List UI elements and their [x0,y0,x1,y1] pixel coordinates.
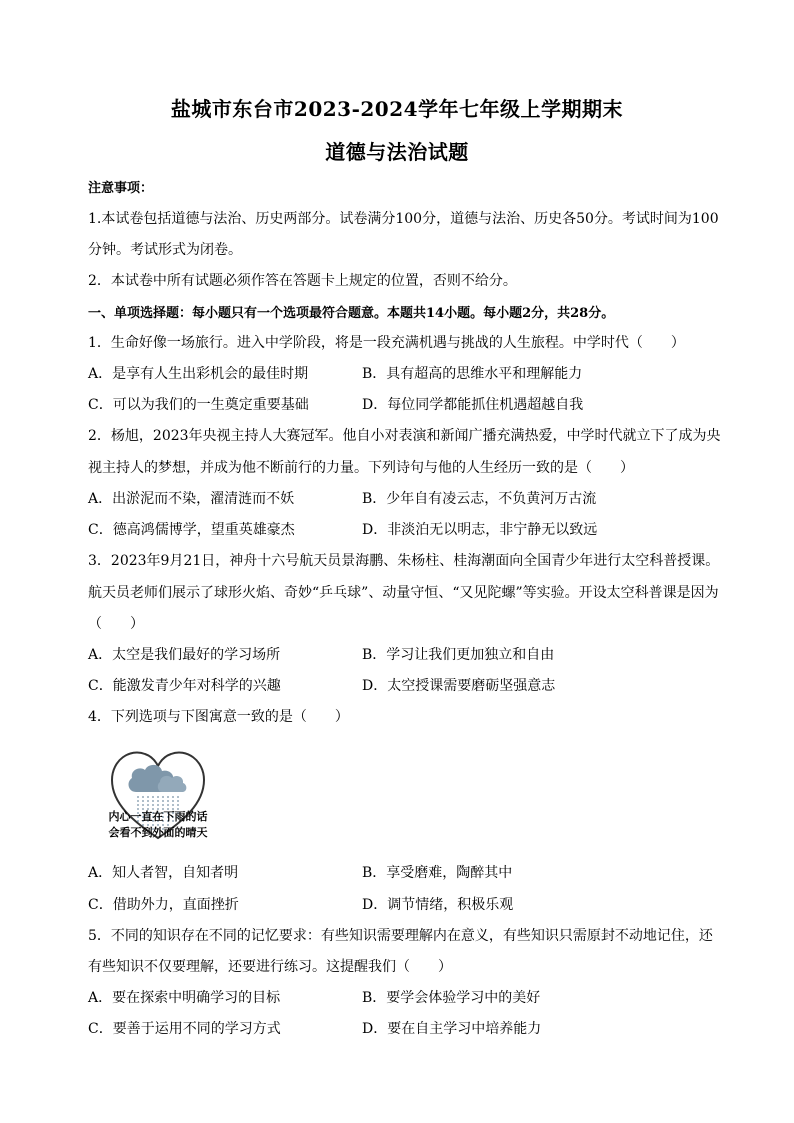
question-2-option-d: D．非淡泊无以明志，非宁静无以致远 [362,522,598,538]
question-2-option-a: A．出淤泥而不染，濯清涟而不妖 [88,491,295,507]
question-4-stem: 4．下列选项与下图寓意一致的是（ ） [88,709,349,725]
question-3-option-b: B．学习让我们更加独立和自由 [362,647,555,663]
question-3-stem-line-1: 3．2023年9月21日，神舟十六号航天员景海鹏、朱杨柱、桂海潮面向全国青少年进行太空科普授课。 [88,553,720,569]
figure-caption-line-2: 会看不到外面的晴天 [108,826,208,839]
question-2-stem-line-1: 2．杨旭，2023年央视主持人大赛冠军。他自小对表演和新闻广播充满热爱，中学时代就立下了成为央 [88,428,721,444]
notice-item-1-line-1: 1.本试卷包括道德与法治、历史两部分。试卷满分100分，道德与法治、历史各50分。考试时间为100 [88,211,719,227]
question-1-option-d: D．每位同学都能抓住机遇超越自我 [362,397,584,413]
question-3-option-d: D．太空授课需要磨砺坚强意志 [362,678,556,694]
question-5-option-c: C．要善于运用不同的学习方式 [88,1021,281,1037]
question-5-stem-line-1: 5．不同的知识存在不同的记忆要求：有些知识需要理解内在意义，有些知识只需原封不动地记住，还 [88,928,713,944]
question-2-stem-line-2: 视主持人的梦想，并成为他不断前行的力量。下列诗句与他的人生经历一致的是（ ） [88,460,634,476]
question-5-option-d: D．要在自主学习中培养能力 [362,1021,542,1037]
question-3-stem-line-3: （ ） [88,616,144,632]
figure-caption-line-1: 内心一直在下雨的话 [108,810,208,823]
question-4-option-c: C．借助外力，直面挫折 [88,897,239,913]
exam-subtitle: 道德与法治试题 [325,140,469,164]
question-1-stem: 1．生命好像一场旅行。进入中学阶段，将是一段充满机遇与挑战的人生旅程。中学时代（ ） [88,335,685,351]
notice-item-2: 2．本试卷中所有试题必须作答在答题卡上规定的位置，否则不给分。 [88,273,517,289]
question-4-option-b: B．享受磨难，陶醉其中 [362,865,513,881]
question-3-stem-line-2: 航天员老师们展示了球形火焰、奇妙“乒乓球”、动量守恒、“又见陀螺”等实验。开设太空科普课是因为 [88,585,719,601]
question-1-option-b: B．具有超高的思维水平和理解能力 [362,366,583,382]
question-3-option-c: C．能激发青少年对科学的兴趣 [88,678,281,694]
section-1-heading: 一、单项选择题：每小题只有一个选项最符合题意。本题共14小题。每小题2分，共28分。 [88,306,615,321]
question-5-option-a: A．要在探索中明确学习的目标 [88,990,281,1006]
question-2-option-b: B．少年自有凌云志，不负黄河万古流 [362,491,597,507]
notice-item-1-line-2: 分钟。考试形式为闭卷。 [88,242,242,258]
question-4-option-d: D．调节情绪，积极乐观 [362,897,514,913]
question-1-option-a: A．是享有人生出彩机会的最佳时期 [88,366,309,382]
notice-heading: 注意事项： [88,181,154,196]
question-3-option-a: A．太空是我们最好的学习场所 [88,647,281,663]
exam-title: 盐城市东台市2023-2024学年七年级上学期期末 [170,97,624,121]
question-5-option-b: B．要学会体验学习中的美好 [362,990,541,1006]
question-1-option-c: C．可以为我们的一生奠定重要基础 [88,397,309,413]
question-2-option-c: C．德高鸿儒博学，望重英雄豪杰 [88,522,295,538]
question-4-option-a: A．知人者智，自知者明 [88,865,239,881]
question-5-stem-line-2: 有些知识不仅要理解，还要进行练习。这提醒我们（ ） [88,959,452,975]
